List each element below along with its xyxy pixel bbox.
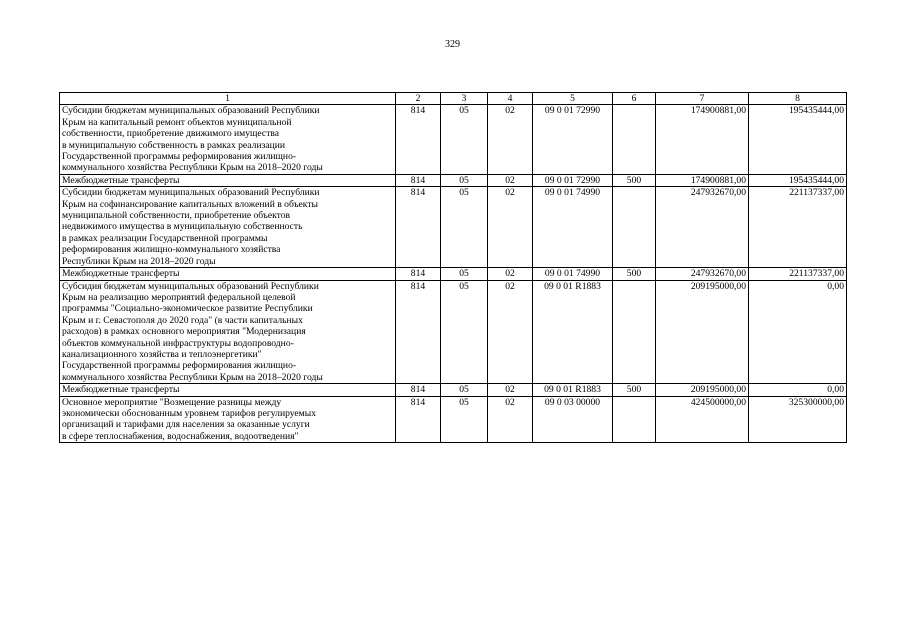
amount-col8: 221137337,00	[749, 268, 847, 280]
subsection-code: 02	[488, 187, 533, 268]
table-row	[60, 105, 847, 174]
amount-col8: 195435444,00	[749, 174, 847, 186]
table-row	[60, 187, 847, 268]
table-row	[60, 384, 847, 396]
row-name: Основное мероприятие "Возмещение разницы между экономически обоснованным уровнем тарифов регулируемых организаций и тарифами для населения за оказанные услуги в сфере теплоснабжения, водоснабжения, водоотведения"	[60, 396, 396, 443]
subsection-code: 02	[488, 174, 533, 186]
column-header: 8	[749, 93, 847, 105]
section-code: 05	[441, 174, 488, 186]
amount-col8: 325300000,00	[749, 396, 847, 443]
target-article-code: 09 0 01 74990	[533, 187, 613, 268]
grbs-code: 814	[396, 280, 441, 384]
expense-type-code: 500	[613, 384, 656, 396]
column-header: 4	[488, 93, 533, 105]
section-code: 05	[441, 268, 488, 280]
grbs-code: 814	[396, 396, 441, 443]
amount-col7: 424500000,00	[656, 396, 749, 443]
amount-col8: 221137337,00	[749, 187, 847, 268]
amount-col7: 174900881,00	[656, 174, 749, 186]
subsection-code: 02	[488, 105, 533, 174]
row-name: Межбюджетные трансферты	[60, 174, 396, 186]
amount-col8: 0,00	[749, 384, 847, 396]
amount-col7: 247932670,00	[656, 268, 749, 280]
expense-type-code	[613, 105, 656, 174]
section-code: 05	[441, 105, 488, 174]
subsection-code: 02	[488, 384, 533, 396]
expense-type-code	[613, 187, 656, 268]
row-name: Межбюджетные трансферты	[60, 268, 396, 280]
expense-type-code: 500	[613, 268, 656, 280]
amount-col8: 195435444,00	[749, 105, 847, 174]
table-header-row	[60, 93, 847, 105]
target-article-code: 09 0 01 R1883	[533, 384, 613, 396]
column-header: 1	[60, 93, 396, 105]
amount-col7: 209195000,00	[656, 384, 749, 396]
column-header: 5	[533, 93, 613, 105]
section-code: 05	[441, 396, 488, 443]
section-code: 05	[441, 280, 488, 384]
column-header: 3	[441, 93, 488, 105]
grbs-code: 814	[396, 384, 441, 396]
amount-col7: 247932670,00	[656, 187, 749, 268]
row-name: Субсидия бюджетам муниципальных образований Республики Крым на реализацию мероприятий федеральной целевой программы "Социально-экономическое развитие Республики Крым и г. Севастополя до 2020 года" (в части капитальных расходов) в рамках основного мероприятия "Модернизация объектов коммунальной инфраструктуры водопроводно- канализационного хозяйства и теплоэнергетики" Государственной программы реформирования жилищно- коммунального хозяйства Республики Крым на 2018–2020 годы	[60, 280, 396, 384]
amount-col7: 209195000,00	[656, 280, 749, 384]
target-article-code: 09 0 03 00000	[533, 396, 613, 443]
row-name: Субсидии бюджетам муниципальных образований Республики Крым на капитальный ремонт объектов муниципальной собственности, приобретение движимого имущества в муниципальную собственность в рамках реализации Государственной программы реформирования жилищно- коммунального хозяйства Республики Крым на 2018–2020 годы	[60, 105, 396, 174]
expense-type-code: 500	[613, 174, 656, 186]
section-code: 05	[441, 187, 488, 268]
row-name: Субсидии бюджетам муниципальных образований Республики Крым на софинансирование капитальных вложений в объекты муниципальной собственности, приобретение объектов недвижимого имущества в муниципальную собственность в рамках реализации Государственной программы реформирования жилищно-коммунального хозяйства Республики Крым на 2018–2020 годы	[60, 187, 396, 268]
expense-type-code	[613, 396, 656, 443]
column-header: 7	[656, 93, 749, 105]
grbs-code: 814	[396, 174, 441, 186]
target-article-code: 09 0 01 74990	[533, 268, 613, 280]
section-code: 05	[441, 384, 488, 396]
column-header: 6	[613, 93, 656, 105]
column-header: 2	[396, 93, 441, 105]
page-number: 329	[445, 39, 460, 50]
target-article-code: 09 0 01 72990	[533, 105, 613, 174]
table-row	[60, 268, 847, 280]
amount-col7: 174900881,00	[656, 105, 749, 174]
table-row	[60, 280, 847, 384]
subsection-code: 02	[488, 396, 533, 443]
table-row	[60, 174, 847, 186]
target-article-code: 09 0 01 72990	[533, 174, 613, 186]
subsection-code: 02	[488, 280, 533, 384]
row-name: Межбюджетные трансферты	[60, 384, 396, 396]
amount-col8: 0,00	[749, 280, 847, 384]
table-row	[60, 396, 847, 443]
grbs-code: 814	[396, 105, 441, 174]
expense-type-code	[613, 280, 656, 384]
budget-table	[59, 92, 847, 443]
target-article-code: 09 0 01 R1883	[533, 280, 613, 384]
subsection-code: 02	[488, 268, 533, 280]
grbs-code: 814	[396, 187, 441, 268]
grbs-code: 814	[396, 268, 441, 280]
